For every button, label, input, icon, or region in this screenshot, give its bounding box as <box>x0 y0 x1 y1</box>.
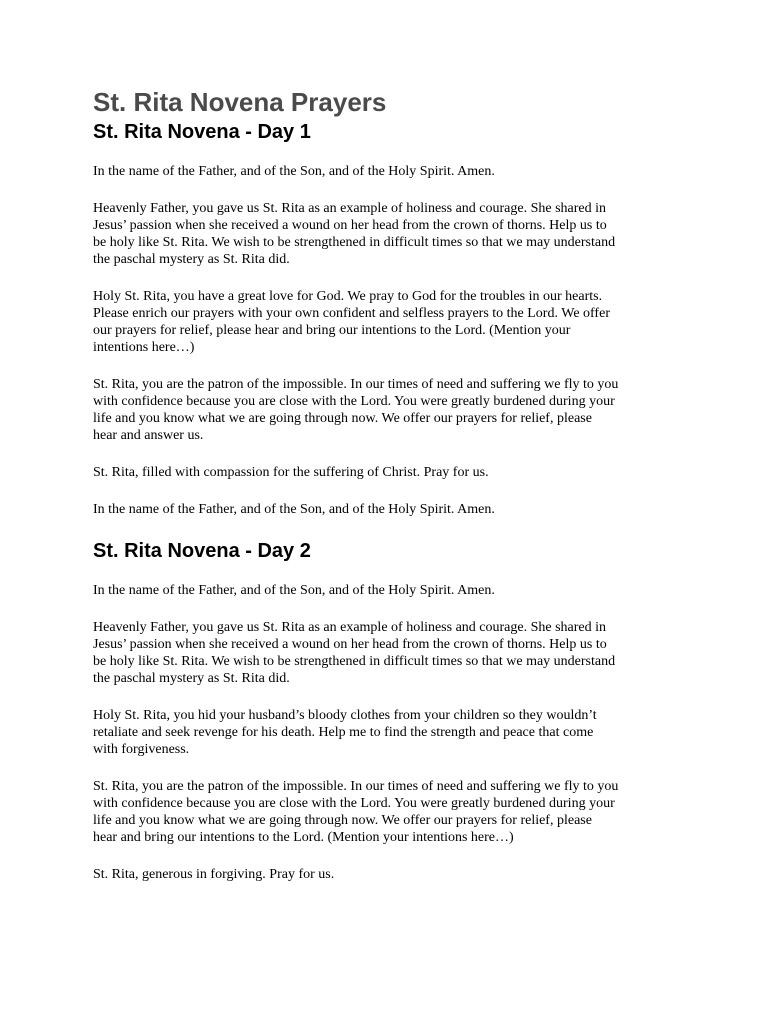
day-2-paragraph-2: Heavenly Father, you gave us St. Rita as an example of holiness and courage. She shared in Jesus’ passion when she received a wound on her head from the crown of thorns. Help us to be holy like St. Rita. We wish to be strengthened in difficult times so that we may understand the paschal mystery as St. Rita did. <box>93 620 616 686</box>
day-2-paragraph-1: In the name of the Father, and of the Son, and of the Holy Spirit. Amen. <box>93 583 495 598</box>
document-title: St. Rita Novena Prayers <box>93 87 387 117</box>
day-1-paragraph-1: In the name of the Father, and of the Son, and of the Holy Spirit. Amen. <box>93 164 495 179</box>
day-2-paragraph-5: St. Rita, generous in forgiving. Pray for us. <box>93 867 335 882</box>
day-1-section <box>93 119 683 518</box>
day-1-heading: St. Rita Novena - Day 1 <box>93 121 311 143</box>
day-2-section <box>93 538 683 883</box>
day-1-paragraph-5: St. Rita, filled with compassion for the suffering of Christ. Pray for us. <box>93 465 489 480</box>
day-2-paragraph-4: St. Rita, you are the patron of the impossible. In our times of need and suffering we fly to you with confidence because you are close with the Lord. You were greatly burdened during your life and you know what we are going through now. We offer our prayers for relief, please hear and bring our intentions to the Lord. (Mention your intentions here…) <box>93 779 619 845</box>
document-page <box>93 86 683 903</box>
day-1-paragraph-6: In the name of the Father, and of the Son, and of the Holy Spirit. Amen. <box>93 502 495 517</box>
day-1-paragraph-4: St. Rita, you are the patron of the impossible. In our times of need and suffering we fly to you with confidence because you are close with the Lord. You were greatly burdened during your life and you know what we are going through now. We offer our prayers for relief, please hear and answer us. <box>93 377 619 443</box>
day-2-paragraph-3: Holy St. Rita, you hid your husband’s bloody clothes from your children so they wouldn’t retaliate and seek revenge for his death. Help me to find the strength and peace that come with forgiveness. <box>93 708 597 757</box>
day-2-heading: St. Rita Novena - Day 2 <box>93 540 311 562</box>
day-1-paragraph-3: Holy St. Rita, you have a great love for God. We pray to God for the troubles in our hearts. Please enrich our prayers with your own confident and selfless prayers to the Lord. We offer our prayers for relief, please hear and bring our intentions to the Lord. (Mention your intentions here…) <box>93 289 610 355</box>
day-1-paragraph-2: Heavenly Father, you gave us St. Rita as an example of holiness and courage. She shared in Jesus’ passion when she received a wound on her head from the crown of thorns. Help us to be holy like St. Rita. We wish to be strengthened in difficult times so that we may understand the paschal mystery as St. Rita did. <box>93 201 616 267</box>
